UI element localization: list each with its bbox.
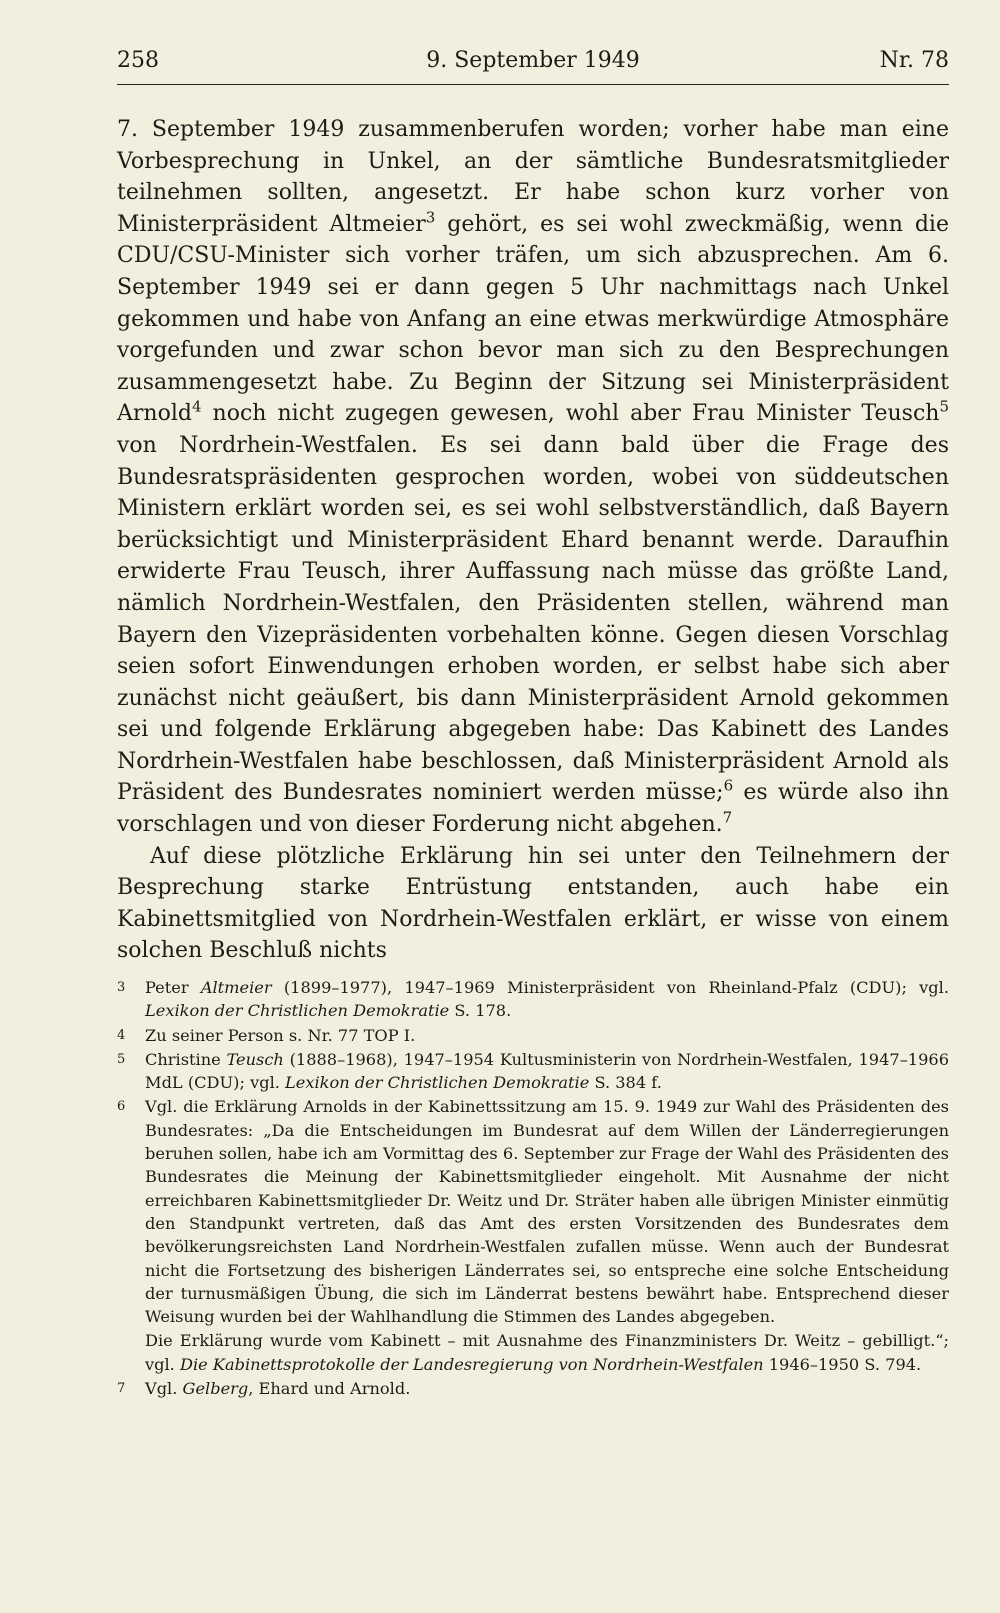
footnote-number: 5 [117, 1051, 126, 1067]
footnote-number: 6 [117, 1099, 126, 1115]
footnote-5 [117, 1048, 949, 1095]
text-run: Vgl. [145, 1379, 183, 1399]
footnote-ref-3: 3 [425, 208, 436, 227]
document-number: Nr. 78 [879, 48, 949, 73]
text-run: (1899–1977), 1947–1969 Ministerpräsident von Rheinland-Pfalz (CDU); vgl. [271, 978, 949, 997]
text-run: S. 178. [449, 1001, 512, 1021]
person-name: Teusch [226, 1049, 284, 1069]
footnote-4 [117, 1024, 949, 1047]
text-run: noch nicht zugegen gewesen, wohl aber Frau Minister Teusch [201, 401, 940, 427]
paragraph-2: Auf diese plötzliche Erklärung hin sei unter den Teilnehmern der Besprechung starke Entrüstung entstanden, auch habe ein Kabinettsmitglied von Nordrhein-Westfalen erklärt, er wisse von einem solchen Beschluß nichts [117, 843, 949, 964]
footnotes [117, 976, 949, 1401]
footnote-number: 4 [117, 1027, 126, 1043]
text-run: (1888–1968), 1947–1954 Kultusministerin von Nordrhein-Westfalen, 1947–1966 MdL (CDU); vgl. [145, 1049, 949, 1093]
footnote-number: 7 [117, 1381, 126, 1397]
cited-author: Gelberg [182, 1379, 249, 1399]
footnote-ref-4: 4 [191, 398, 202, 417]
text-run: von Nordrhein-Westfalen. Es sei dann bald über die Frage des Bundesratspräsidenten gesprochen worden, wobei von süddeutschen Ministern erklärt worden sei, es sei wohl selbstverständlich, daß Bayern berücksichtigt und Ministerpräsident Ehard benannt werde. Daraufhin erwiderte Frau Teusch, ihrer Auffassung nach müsse das größte Land, nämlich Nordrhein-Westfalen, den Präsidenten stellen, während man Bayern den Vizepräsidenten vorbehalten könne. Gegen diesen Vorschlag seien sofort Einwendungen erhoben worden, er selbst habe sich aber zunächst nicht geäußert, bis dann Ministerpräsident Arnold gekommen sei und folgende Erklärung abgegeben habe: Das Kabinett des Landes Nordrhein-Westfalen habe beschlossen, daß Ministerpräsident Arnold als Präsident des Bundesrates nominiert werden müsse; [117, 432, 949, 806]
footnote-ref-6: 6 [723, 777, 734, 796]
text-run: Zu seiner Person s. Nr. 77 TOP I. [145, 1025, 416, 1045]
footnote-ref-5: 5 [939, 398, 949, 417]
text-run: 1946–1950 S. 794. [763, 1354, 922, 1374]
text-run: Christine [145, 1049, 227, 1069]
footnote-paragraph [145, 1329, 949, 1376]
paragraph-1 [117, 114, 949, 841]
main-text [117, 114, 949, 967]
text-run: Die Erklärung wurde vom Kabinett – mit Ausnahme des Finanzministers Dr. Weitz – gebilligt.“; vgl. [145, 1331, 949, 1374]
cited-work: Lexikon der Christlichen Demokratie [145, 1001, 450, 1021]
footnote-7 [117, 1377, 949, 1400]
cited-work: Die Kabinettsprotokolle der Landesregierung von Nordrhein-Westfalen [179, 1354, 764, 1374]
footnote-3 [117, 976, 949, 1023]
footnote-number: 3 [117, 980, 126, 995]
footnote-paragraph: Vgl. die Erklärung Arnolds in der Kabinettssitzung am 15. 9. 1949 zur Wahl des Präsidenten des Bundesrates: „Da die Entscheidungen im Bundesrat auf dem Willen der Länderregierungen beruhen sollen, habe ich am Vormittag des 6. September zur Frage der Wahl des Präsidenten des Bundesrates die Meinung der Kabinettsmitglieder eingeholt. Mit Ausnahme der nicht erreichbaren Kabinettsmitglieder Dr. Weitz und Dr. Sträter haben alle übrigen Minister einmütig den Standpunkt vertreten, daß das Amt des ersten Vorsitzenden des Bundesrates dem bevölkerungsreichsten Land Nordrhein-Westfalen zufallen müsse. Wenn auch der Bundesrat nicht die Fortsetzung des bisherigen Länderrates sei, so entspreche eine solche Entscheidung der turnusmäßigen Übung, die sich im Länderrat bestens bewährt habe. Entsprechend dieser Weisung wurden bei der Wahlhandlung die Stimmen des Landes abgegeben. [145, 1097, 949, 1327]
text-run: 7. September 1949 zusammenberufen worden; vorher habe man eine Vorbesprechung in Unkel, an der sämtliche Bundesratsmitglieder teilnehmen sollten, angesetzt. Er habe schon kurz vorher von Ministerpräsident Altmeier [117, 117, 949, 237]
text-run: es würde also ihn vorschlagen und von dieser Forderung nicht abgehen. [117, 780, 949, 838]
running-header [117, 48, 949, 82]
text-run: gehört, es sei wohl zweckmäßig, wenn die CDU/CSU-Minister sich vorher träfen, um sich abzusprechen. Am 6. September 1949 sei er dann gegen 5 Uhr nachmittags nach Unkel gekommen und habe von Anfang an eine etwas merkwürdige Atmosphäre vorgefunden und zwar schon bevor man sich zu den Besprechungen zusammengesetzt habe. Zu Beginn der Sitzung sei Ministerpräsident Arnold [117, 211, 949, 427]
person-name: Altmeier [200, 978, 272, 997]
page-number: 258 [117, 48, 159, 73]
text-run: , Ehard und Arnold. [248, 1379, 411, 1399]
text-run: S. 384 f. [589, 1073, 662, 1093]
header-date: 9. September 1949 [426, 48, 640, 73]
text-run: Peter [145, 978, 201, 997]
footnote-6 [117, 1095, 949, 1376]
cited-work: Lexikon der Christlichen Demokratie [285, 1073, 590, 1093]
header-rule [117, 84, 949, 85]
footnote-ref-7: 7 [722, 808, 733, 827]
